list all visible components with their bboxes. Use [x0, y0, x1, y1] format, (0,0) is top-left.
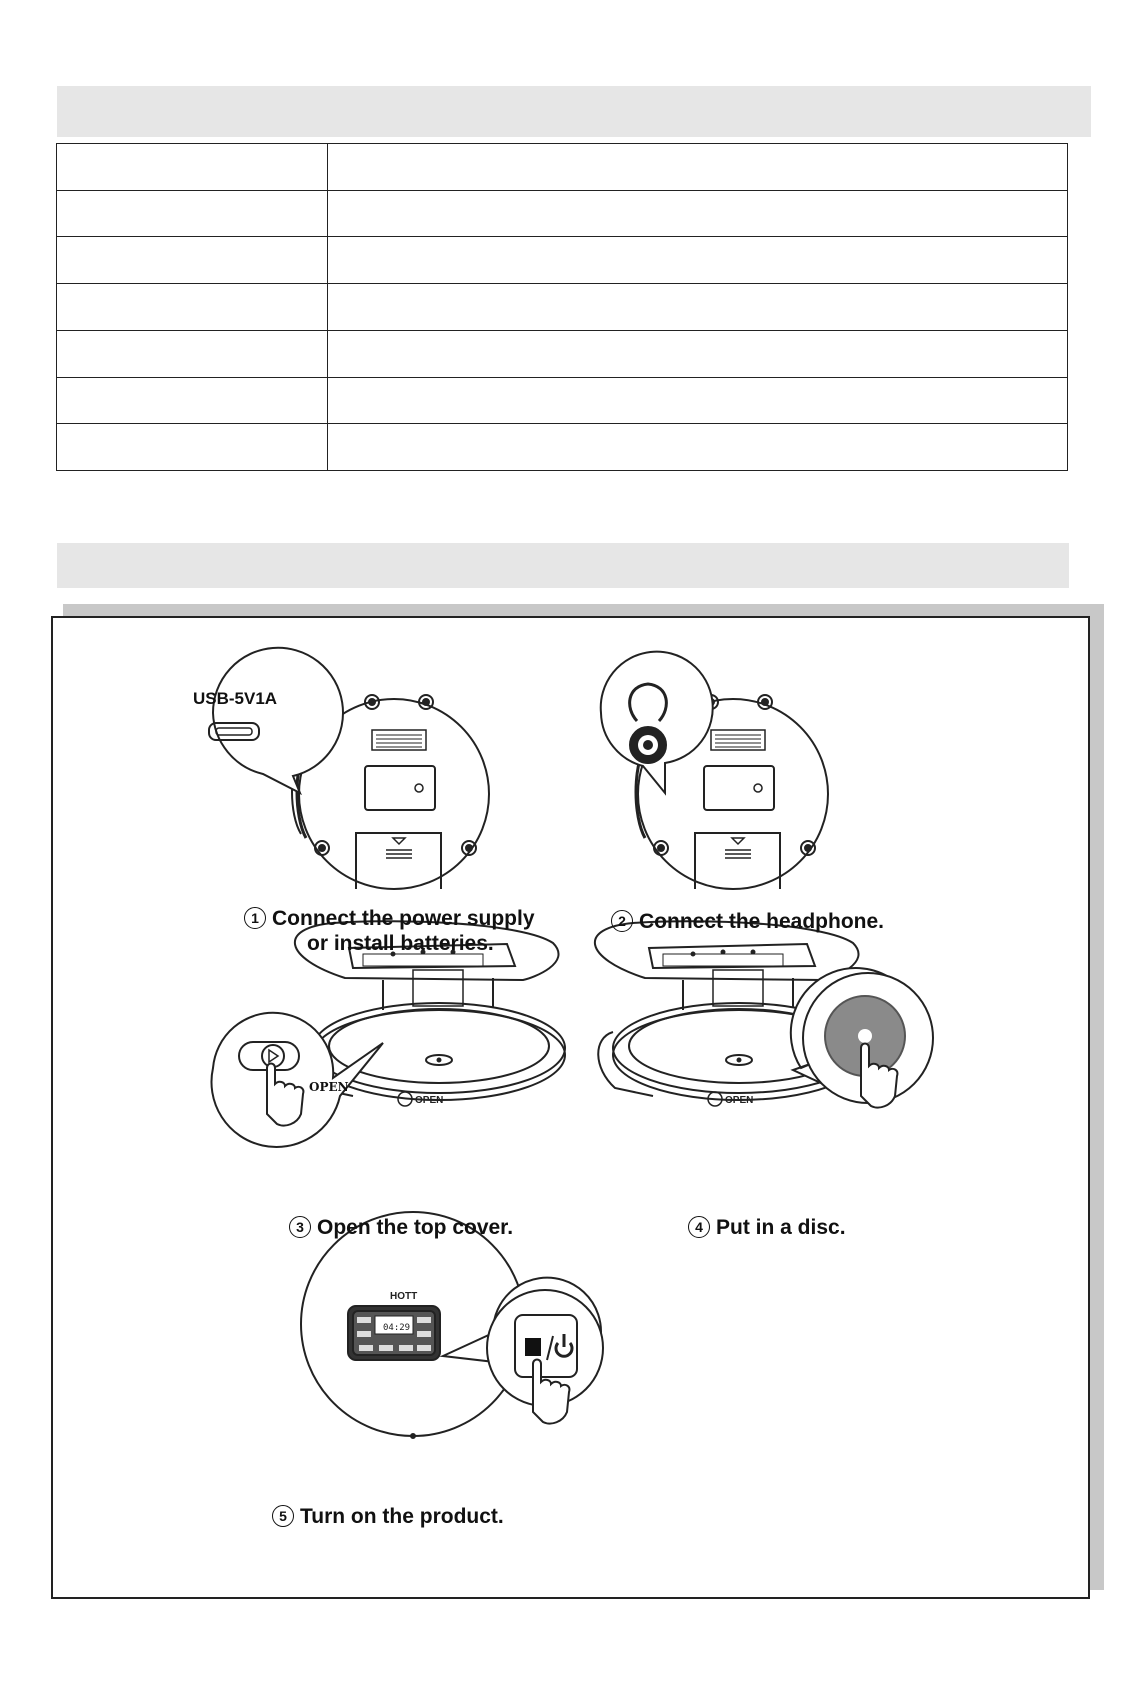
instruction-illustrations [53, 618, 1092, 1601]
table-cell-value [328, 144, 1068, 191]
table-row [57, 190, 1068, 237]
table-row [57, 330, 1068, 377]
step-number: 3 [289, 1216, 311, 1238]
table-row [57, 237, 1068, 284]
table-cell-value [328, 237, 1068, 284]
step-1-caption: 1 Connect the power supply [244, 907, 535, 931]
step-number: 2 [611, 910, 633, 932]
table-row [57, 377, 1068, 424]
section-header-band-2 [57, 543, 1069, 588]
table-row [57, 424, 1068, 471]
step-4-caption: 4 Put in a disc. [688, 1216, 846, 1240]
section-header-band-1 [57, 86, 1091, 137]
display-time: 04:29 [383, 1323, 411, 1333]
table-row [57, 284, 1068, 331]
svg-text:OPEN: OPEN [415, 1095, 444, 1106]
table-cell-value [328, 330, 1068, 377]
open-button-callout [211, 1013, 383, 1147]
step-3-caption: 3 Open the top cover. [289, 1216, 513, 1240]
table-cell-key [57, 284, 328, 331]
table-cell-value [328, 190, 1068, 237]
table-cell-key [57, 424, 328, 471]
table-cell-key [57, 190, 328, 237]
table-cell-value [328, 377, 1068, 424]
step-5-caption: 5 Turn on the product. [272, 1505, 504, 1529]
step-number: 5 [272, 1505, 294, 1527]
svg-text:OPEN: OPEN [725, 1095, 754, 1106]
table-cell-key [57, 144, 328, 191]
usb-callout [209, 648, 343, 793]
table-row [57, 144, 1068, 191]
brand-logo: HOTT [390, 1291, 418, 1302]
instruction-figure [51, 616, 1090, 1599]
disc-callout [791, 968, 933, 1107]
table-cell-value [328, 284, 1068, 331]
step-1-caption-line-2: or install batteries. [307, 932, 494, 955]
step-number: 1 [244, 907, 266, 929]
headphone-callout [601, 652, 713, 793]
usb-label: USB-5V1A [193, 689, 278, 708]
table-cell-value [328, 424, 1068, 471]
spec-table [56, 143, 1068, 471]
step-number: 4 [688, 1216, 710, 1238]
open-label: OPEN [309, 1080, 349, 1094]
table-cell-key [57, 377, 328, 424]
step-2-caption: 2 Connect the headphone. [611, 910, 884, 934]
power-button-callout [443, 1278, 603, 1424]
table-cell-key [57, 330, 328, 377]
table-cell-key [57, 237, 328, 284]
